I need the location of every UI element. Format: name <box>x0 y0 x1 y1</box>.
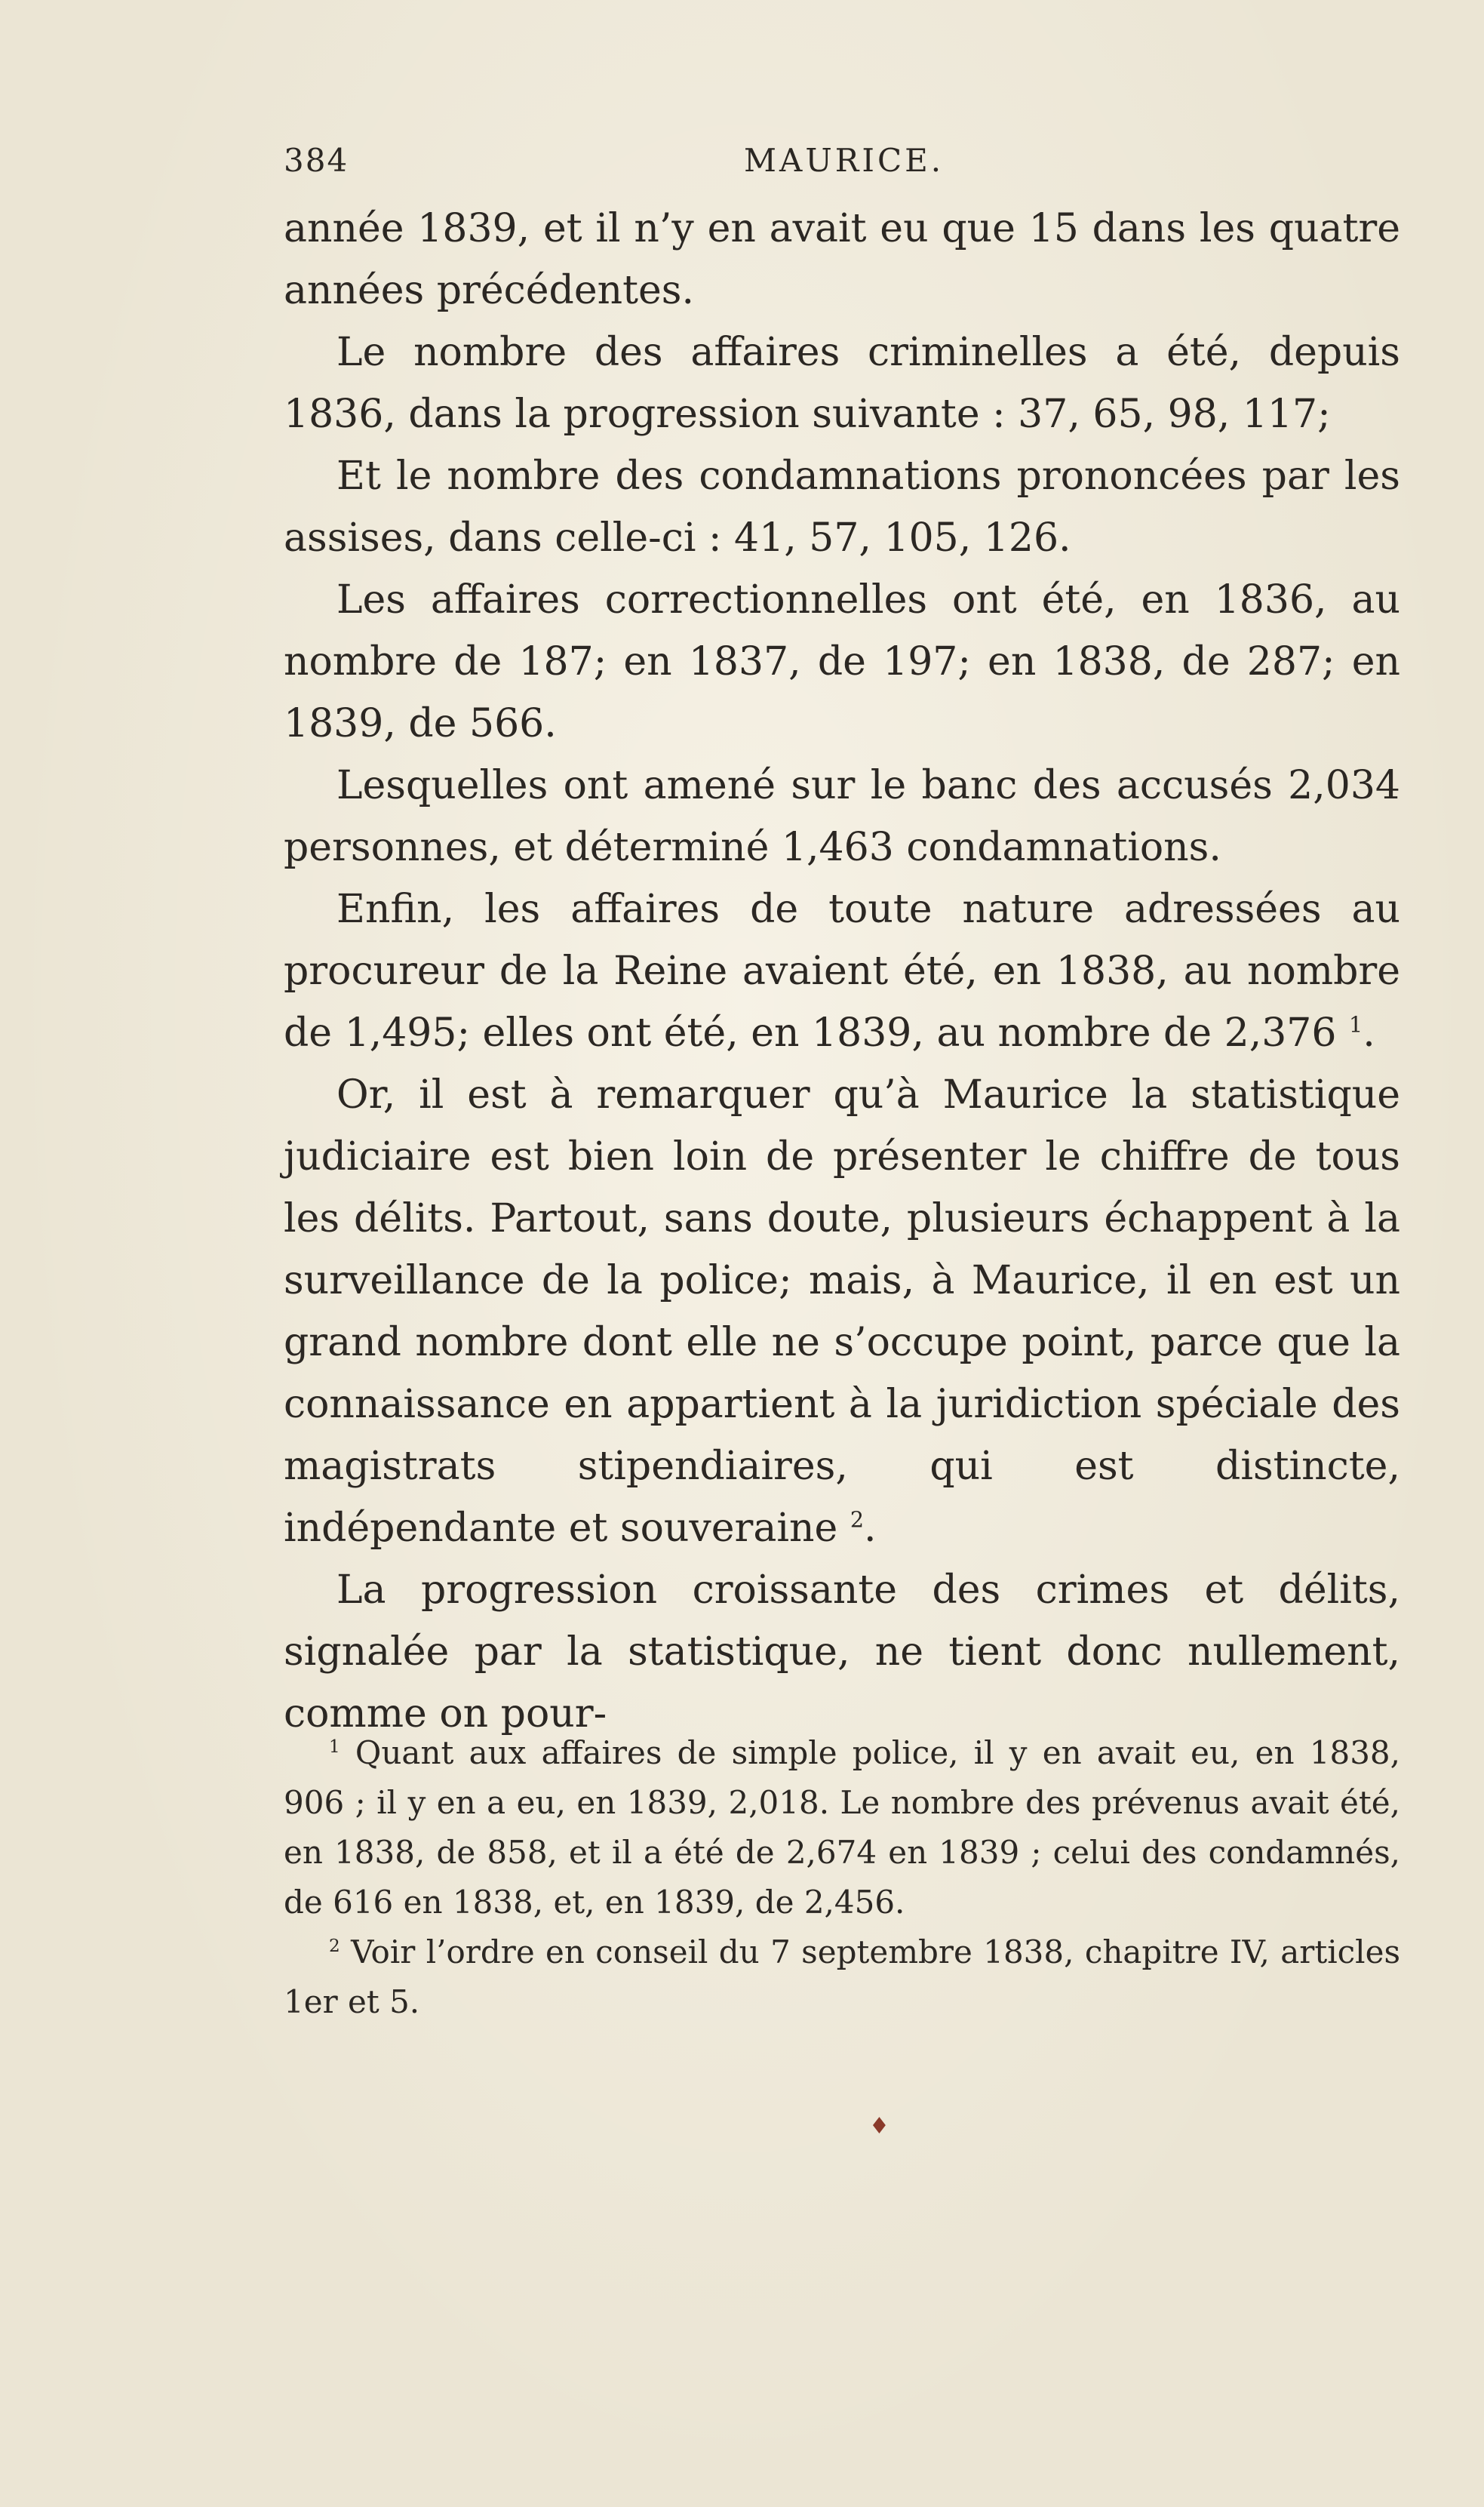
paragraph: Or, il est à remarquer qu’à Maurice la statistique judiciaire est bien loin de présenter le chiffre de tous les délits. Partout, sans doute, plusieurs échappent à la surveillance de la police; mais, à Maurice, il en est un grand nombre dont elle ne s’occupe point, parce que la connaissance en appartient à la juridiction spéciale des magistrats stipendiaires, qui est distincte, indépendante et souveraine $^2$. <box>284 1072 1400 1551</box>
page-header <box>284 134 1400 187</box>
footnote-mark: 2 <box>329 1936 340 1956</box>
paragraph: La progression croissante des crimes et délits, signalée par la statistique, ne tient donc nullement, comme on pour- <box>284 1567 1400 1736</box>
running-title: MAURICE. <box>744 142 945 179</box>
footnote-ref: 1 <box>1349 1011 1363 1038</box>
paragraph: Et le nombre des condamnations prononcées par les assises, dans celle-ci : 41, 57, 105, 126. <box>284 454 1400 561</box>
footnote: $^1$ Quant aux affaires de simple police, il y en avait eu, en 1838, 906 ; il y en a eu, en 1839, 2,018. Le nombre des prévenus avait été, en 1838, de 858, et il a été de 2,674 en 1839 ; celui des condamnés, de 616 en 1838, et, en 1839, de 2,456. <box>284 1734 1400 1921</box>
paragraph: Lesquelles ont amené sur le banc des accusés 2,034 personnes, et déterminé 1,463 condamnations. <box>284 763 1400 870</box>
footnotes <box>284 1728 1400 2027</box>
footnote-ref: 2 <box>850 1506 865 1533</box>
paragraph: Le nombre des affaires criminelles a été, depuis 1836, dans la progression suivante : 37, 65, 98, 117; <box>284 330 1400 437</box>
body-text <box>284 198 1400 1745</box>
paragraph: année 1839, et il n’y en avait eu que 15 dans les quatre années précédentes. <box>284 206 1400 313</box>
footnote: $^2$ Voir l’ordre en conseil du 7 septembre 1838, chapitre IV, articles 1er et 5. <box>284 1933 1401 2020</box>
ink-speck-icon: ♦ <box>869 2113 889 2139</box>
paragraph: Les affaires correctionnelles ont été, en 1836, au nombre de 187; en 1837, de 197; en 1838, de 287; en 1839, de 566. <box>284 577 1400 746</box>
paragraph: Enfin, les affaires de toute nature adressées au procureur de la Reine avaient été, en 1838, au nombre de 1,495; elles ont été, en 1839, au nombre de 2,376 $^1$. <box>284 887 1400 1056</box>
page-number: 384 <box>284 142 349 179</box>
footnote-mark: 1 <box>329 1737 340 1757</box>
